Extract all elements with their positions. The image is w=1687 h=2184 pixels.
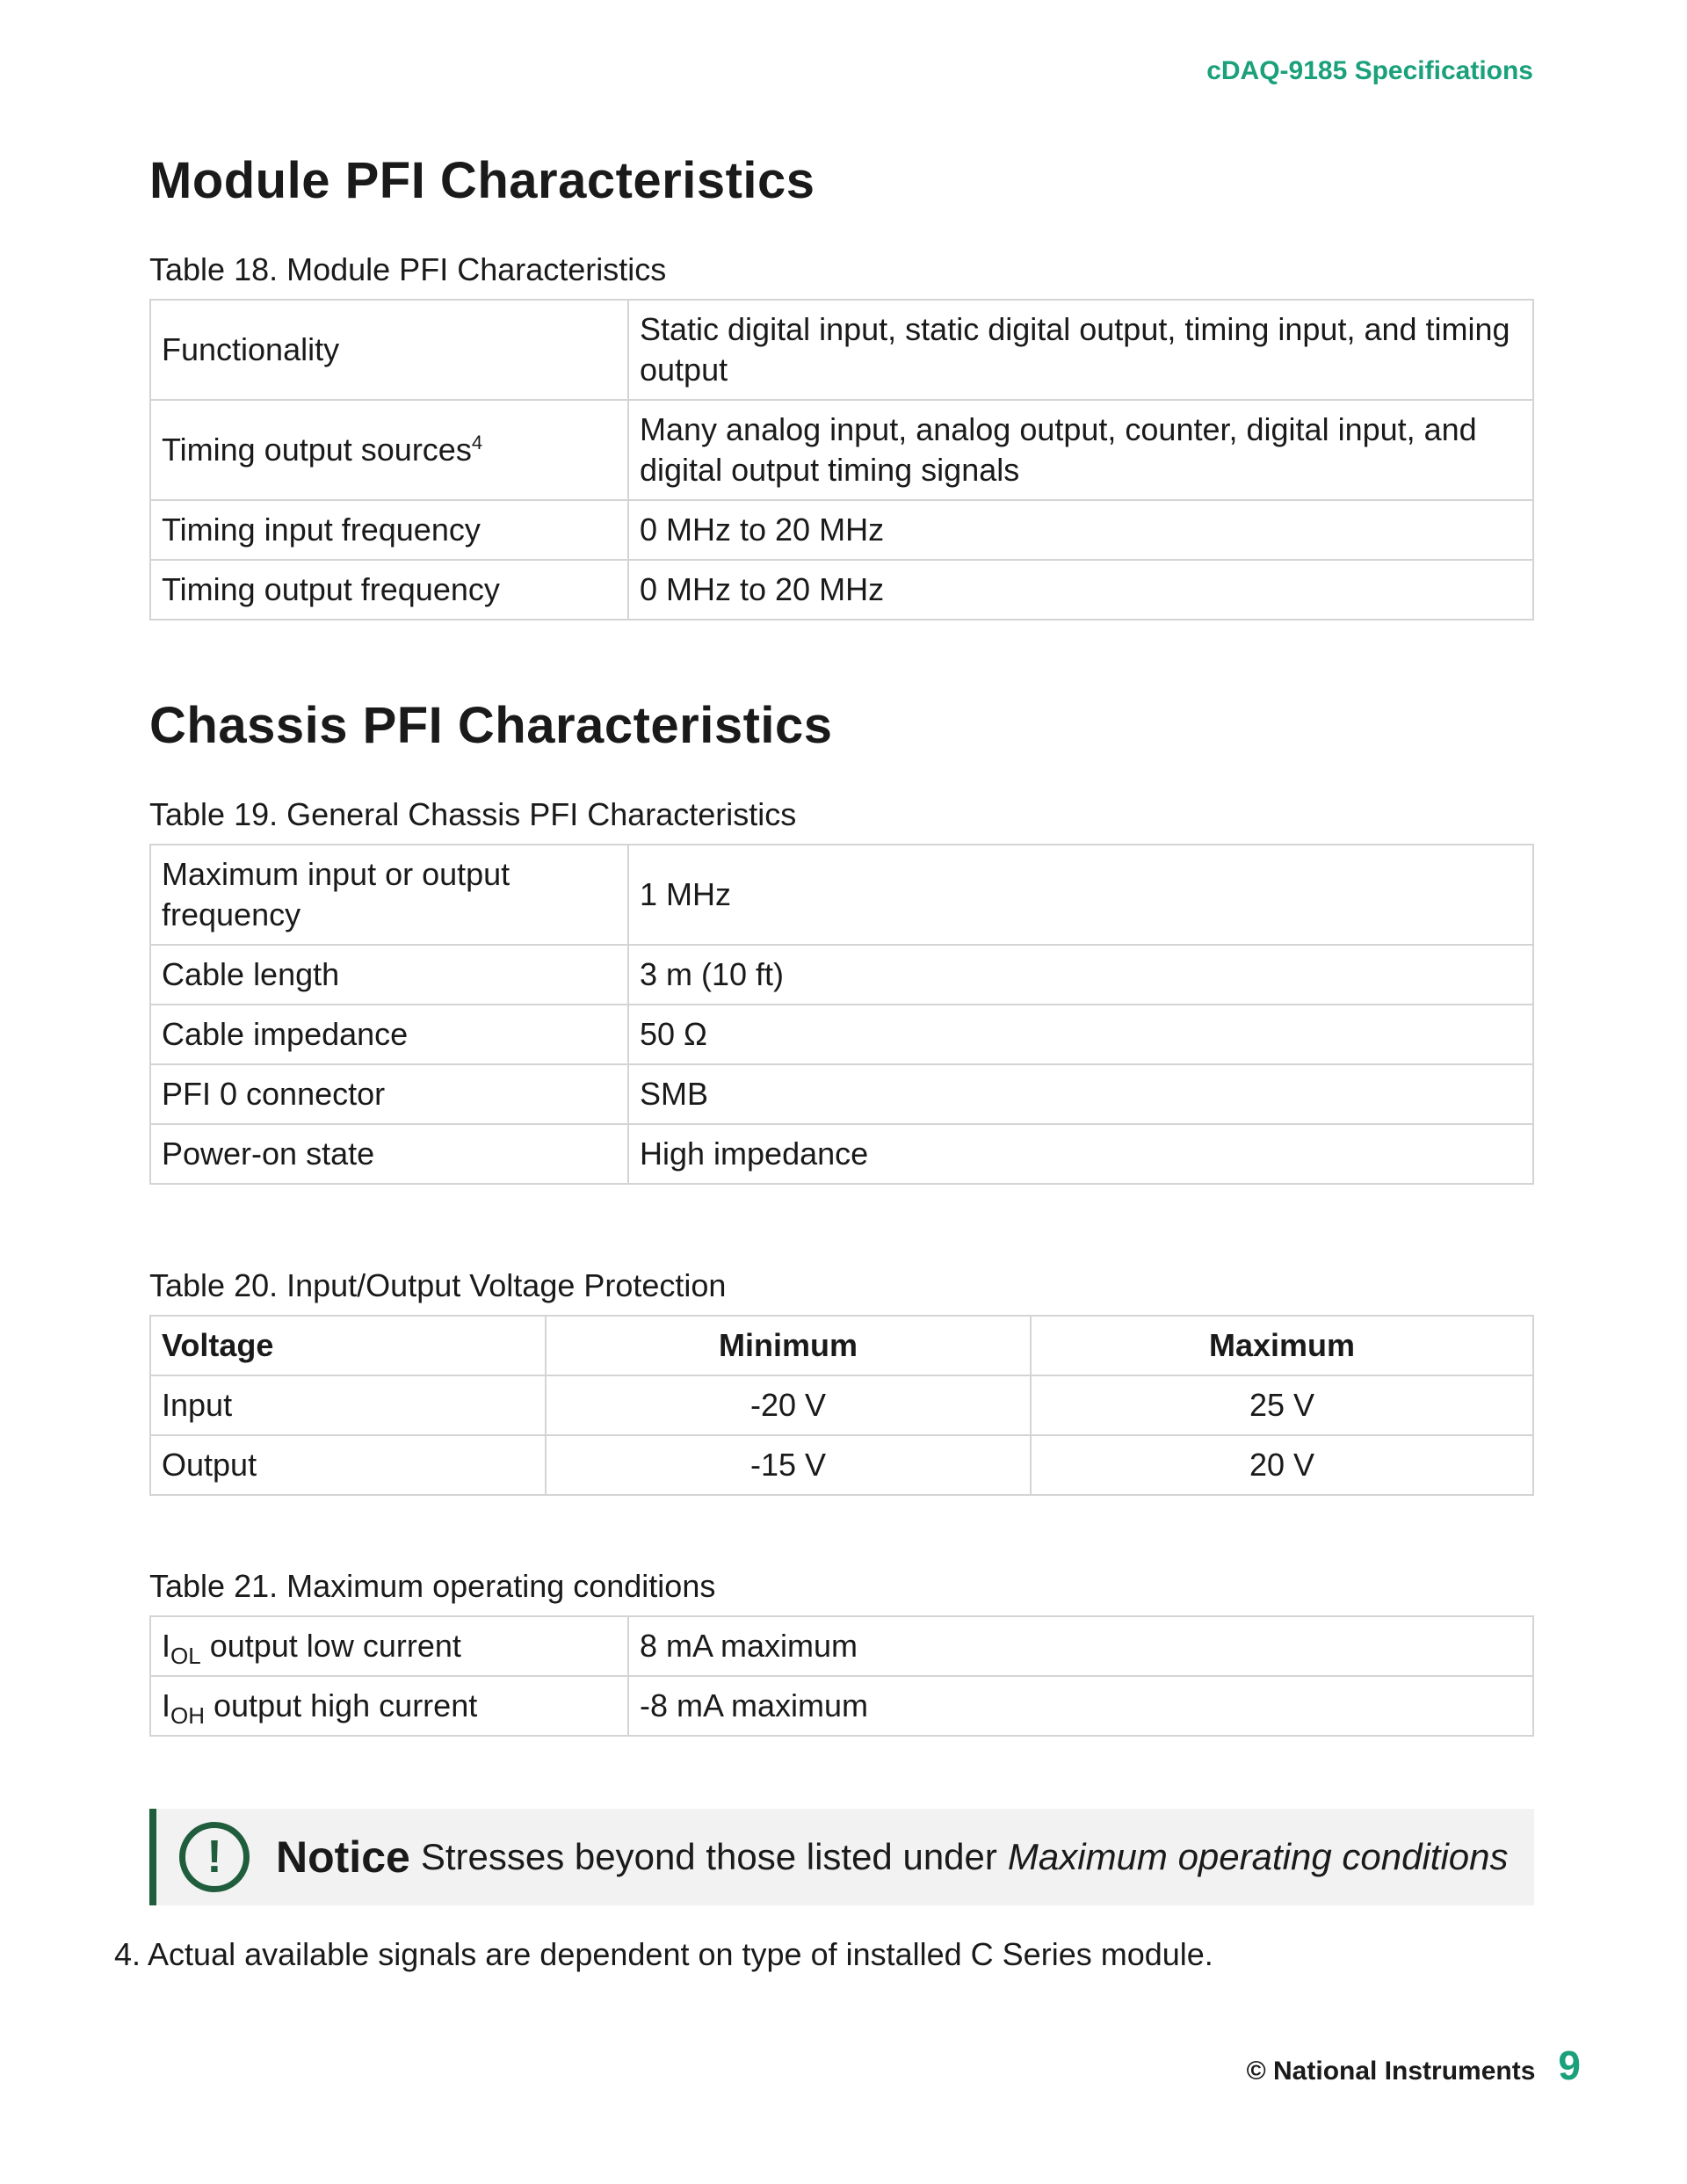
- current-subscript: OH: [170, 1702, 206, 1730]
- table-row: [150, 845, 1533, 945]
- copyright-text: © National Instruments: [1246, 2057, 1536, 2086]
- table-18-caption: Table 18. Module PFI Characteristics: [149, 251, 667, 287]
- table-cell-key: [150, 300, 628, 400]
- section-heading-chassis-pfi: Chassis PFI Characteristics: [149, 697, 833, 754]
- table-row: [150, 560, 1533, 620]
- table-cell-value: 8 mA maximum: [628, 1616, 1533, 1676]
- page-footer: [1246, 2042, 1581, 2089]
- table-cell-key: Timing input frequency: [150, 500, 628, 560]
- column-header-minimum: Minimum: [546, 1316, 1031, 1375]
- table-cell-key: Cable length: [150, 945, 628, 1005]
- table-20-caption: Table 20. Input/Output Voltage Protection: [149, 1267, 727, 1303]
- footnote-4: 4. Actual available signals are dependent on type of installed C Series module.: [114, 1936, 1213, 1972]
- table-19-general-chassis-pfi: [149, 844, 1534, 1185]
- table-cell-key: Power-on state: [150, 1124, 628, 1184]
- table-18-module-pfi: [149, 299, 1534, 620]
- table-cell-value: SMB: [628, 1064, 1533, 1124]
- table-cell-value: 0 MHz to 20 MHz: [628, 500, 1533, 560]
- table-cell-key: Cable impedance: [150, 1005, 628, 1064]
- table-row: [150, 300, 1533, 400]
- table-row: [150, 1064, 1533, 1124]
- table-cell-minimum: -15 V: [546, 1435, 1031, 1495]
- notice-title: Notice: [276, 1832, 410, 1882]
- functionality-label: Functionality: [162, 331, 340, 367]
- notice-text: Stresses beyond those listed under: [420, 1836, 997, 1877]
- current-symbol: I: [162, 1687, 171, 1723]
- table-row: [150, 1005, 1533, 1064]
- table-cell-key: Timing output frequency: [150, 560, 628, 620]
- table-row: [150, 945, 1533, 1005]
- timing-output-sources-label: Timing output sources: [162, 432, 472, 468]
- table-cell-value: 1 MHz: [628, 845, 1533, 945]
- table-cell-value: -8 mA maximum: [628, 1676, 1533, 1736]
- table-21-max-operating-conditions: [149, 1615, 1534, 1737]
- column-header-maximum: Maximum: [1031, 1316, 1533, 1375]
- table-cell-value: 0 MHz to 20 MHz: [628, 560, 1533, 620]
- current-subscript: OL: [170, 1643, 201, 1670]
- column-header-voltage: Voltage: [150, 1316, 546, 1375]
- table-cell-minimum: -20 V: [546, 1375, 1031, 1435]
- table-row: [150, 1676, 1533, 1736]
- section-heading-module-pfi: Module PFI Characteristics: [149, 152, 815, 209]
- table-cell-value: Many analog input, analog output, counter, digital input, and digital output timing signals: [628, 400, 1533, 500]
- table-19-caption: Table 19. General Chassis PFI Characteristics: [149, 796, 797, 832]
- table-cell-key: Input: [150, 1375, 546, 1435]
- table-21-caption: Table 21. Maximum operating conditions: [149, 1568, 716, 1604]
- table-cell-maximum: 20 V: [1031, 1435, 1533, 1495]
- table-cell-key: Maximum input or output frequency: [150, 845, 628, 945]
- table-cell-value: 50 Ω: [628, 1005, 1533, 1064]
- document-title-header: cDAQ-9185 Specifications: [1206, 56, 1533, 85]
- table-20-voltage-protection: [149, 1315, 1534, 1496]
- table-cell-value: High impedance: [628, 1124, 1533, 1184]
- table-cell-key: Output: [150, 1435, 546, 1495]
- page-number: 9: [1558, 2043, 1581, 2088]
- current-symbol: I: [162, 1628, 171, 1664]
- table-cell-value: Static digital input, static digital output, timing input, and timing output: [628, 300, 1533, 400]
- table-row: [150, 500, 1533, 560]
- notice-emphasis: Maximum operating conditions: [1007, 1836, 1509, 1877]
- table-row: [150, 1124, 1533, 1184]
- table-row: [150, 1616, 1533, 1676]
- table-cell-key: [150, 1676, 628, 1736]
- table-cell-value: 3 m (10 ft): [628, 945, 1533, 1005]
- table-cell-key: [150, 400, 628, 500]
- footnote-ref[interactable]: 4: [471, 432, 483, 453]
- table-row: [150, 400, 1533, 500]
- table-cell-maximum: 25 V: [1031, 1375, 1533, 1435]
- current-label: output high current: [205, 1687, 478, 1723]
- exclamation-circle-icon: !: [179, 1822, 250, 1892]
- current-label: output low current: [200, 1628, 461, 1664]
- table-cell-key: PFI 0 connector: [150, 1064, 628, 1124]
- table-row: [150, 1375, 1533, 1435]
- table-header-row: [150, 1316, 1533, 1375]
- table-row: [150, 1435, 1533, 1495]
- notice-box: [149, 1809, 1534, 1905]
- table-cell-key: [150, 1616, 628, 1676]
